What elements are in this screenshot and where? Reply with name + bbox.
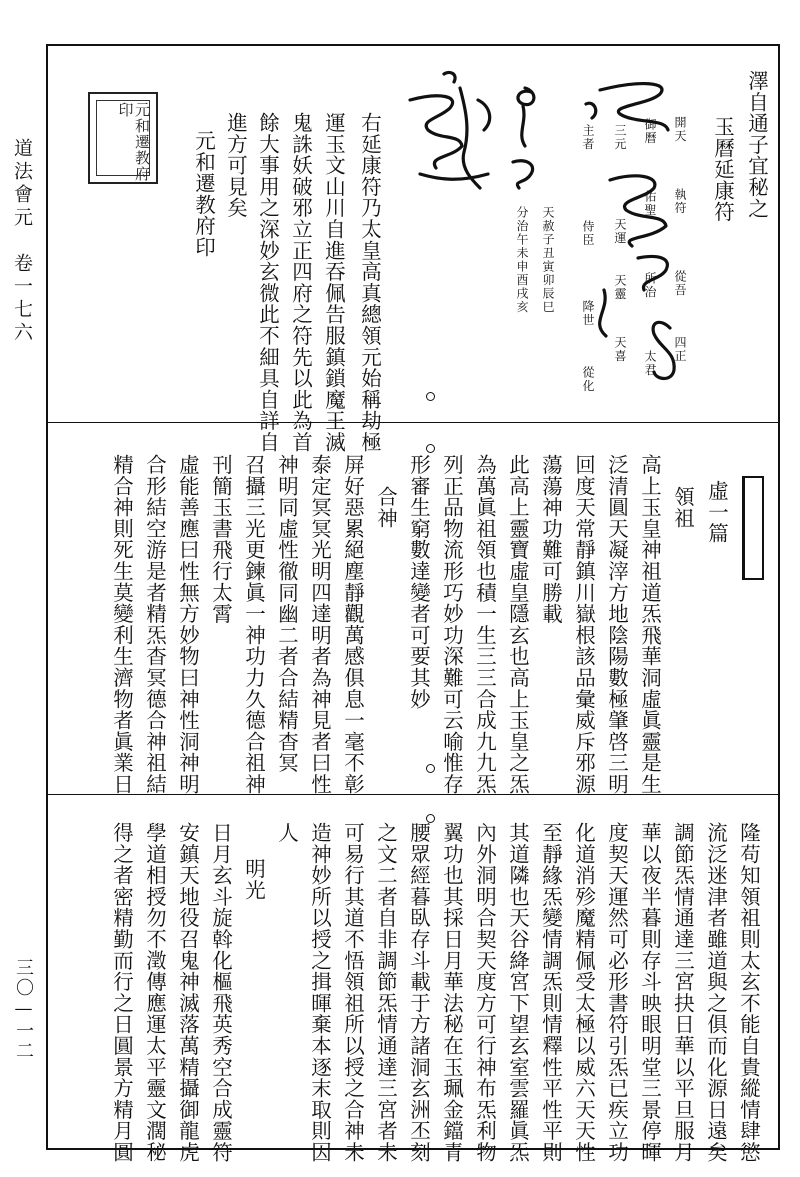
text-line: 其道隣也天谷絳宮下望玄室雲羅眞炁: [505, 822, 530, 1163]
small-glyph: [505, 82, 545, 192]
text-line: 安鎮天地役召鬼神滅落萬精攝御龍虎: [175, 822, 200, 1163]
text-line: 學道相授勿不澂傳應運太平靈文濶秘: [142, 822, 167, 1163]
chapter-title: 虛一篇: [704, 480, 729, 544]
seal-script-glyph: [400, 70, 500, 200]
inscription: 御曆: [643, 118, 657, 145]
text-line: 隆苟知領祖則太玄不能自貴縱情肆慾: [736, 822, 761, 1163]
circle-mark: [426, 814, 435, 823]
text-line: 神明同虛性徹同幽二者合結精杳冥: [274, 454, 299, 774]
text-line: 之文二者自非調節炁情通達三宮者未: [373, 822, 398, 1163]
inscription: 三元: [613, 124, 627, 151]
chapter-box: [742, 476, 764, 580]
text-line: 人: [274, 822, 299, 844]
text-line: 運玉文山川自進吞佩告服鎮鎖魔王滅: [321, 112, 346, 453]
text-line: 精合神則死生莫變利生濟物者眞業日: [109, 454, 134, 795]
text-line: 至靜緣炁變情調炁則情釋性平性平則: [538, 822, 563, 1163]
inscription: 天靈: [613, 274, 627, 301]
seal-text: 元和遷教府印: [116, 102, 151, 182]
text-line: 造神妙所以授之揖暉棄本逐末取則因: [307, 822, 332, 1163]
inscription: 執符: [673, 188, 687, 215]
text-line: 鬼誅妖破邪立正四府之符先以此為首: [288, 112, 313, 453]
inscription: 降世: [581, 300, 595, 327]
text-line: 屏好惡累絕塵靜觀萬感俱息一毫不彰: [340, 454, 365, 795]
book-title: 道法會元 卷一七六: [11, 138, 33, 345]
top-heading: 澤自通子宜秘之: [744, 70, 769, 220]
inscription: 主者: [581, 124, 595, 151]
inscription: 侍臣: [581, 220, 595, 247]
official-seal: [88, 92, 158, 184]
subheading: 明光: [241, 858, 266, 901]
text-line: 化道消殄魔精佩受太極以威六天天性: [571, 822, 596, 1163]
text-line: 腰眾經暮臥存斗載于方諸洞玄洲丕刻: [406, 822, 431, 1163]
text-line: 此高上靈寶虛皇隱玄也高上玉皇之炁: [505, 454, 530, 795]
text-line: 虛能善應曰性無方妙物曰神性洞神明: [175, 454, 200, 795]
text-line: 為萬眞祖領也積一生三三合成九九炁: [472, 454, 497, 795]
text-line: 召攝三光更鍊眞一神功力久德合祖神: [241, 454, 266, 795]
section-divider-upper: [48, 422, 778, 423]
circle-mark: [426, 392, 435, 401]
text-line: 右延康符乃太皇高真總領元始稱劫極: [357, 112, 382, 453]
text-line: 進方可見矣: [223, 112, 248, 219]
closing-line: 元和遷教府印: [191, 130, 216, 258]
text-line: 合形結空游是者精炁杳冥德合神祖結: [142, 454, 167, 795]
text-line: 翼功也其採日月華法秘在玉珮金鐺青: [439, 822, 464, 1163]
text-line: 蕩蕩神功難可勝載: [538, 454, 563, 625]
text-line: 度契天運然可必形書符引炁已疾立功: [604, 822, 629, 1163]
text-line: 刊簡玉書飛行太霄: [208, 454, 233, 625]
text-line: 得之者密精勤而行之日圓景方精月圓: [109, 822, 134, 1163]
text-line: 調節炁情通達三宮抉日華以平旦服月: [670, 822, 695, 1163]
cyclical-line: 分治午未申酉戌亥: [515, 206, 529, 314]
text-line: 泛清圓天凝滓方地陰陽數極肇啓三明: [604, 454, 629, 795]
inscription: 從吾: [673, 270, 687, 297]
text-line: 流泛迷津者雖道與之俱而化源日遠矣: [703, 822, 728, 1163]
text-line: 華以夜半暮則存斗映眼明堂三景停暉: [637, 822, 662, 1163]
text-line: 回度天常靜鎮川嶽根該品彙威斥邪源: [571, 454, 596, 795]
inscription: 天喜: [613, 336, 627, 363]
inscription: 佑聖: [643, 190, 657, 217]
text-line: 可易行其道不悟領祖所以授之合神未: [340, 822, 365, 1163]
inscription: 從化: [581, 366, 595, 393]
text-line: 形審生窮數達變者可要其妙: [406, 454, 431, 710]
text-line: 日月玄斗旋斡化樞飛英秀空合成靈符: [208, 822, 233, 1163]
talisman-label: 玉曆延康符: [710, 116, 735, 223]
subheading: 領祖: [670, 486, 695, 529]
inscription: 天運: [613, 218, 627, 245]
cyclical-line: 天赦子丑寅卯辰巳: [541, 206, 555, 314]
inscription: 所治: [643, 272, 657, 299]
inscription: 四正: [673, 336, 687, 363]
text-line: 餘大事用之深妙玄微此不細具自詳自: [255, 112, 280, 453]
inscription: 開天: [673, 116, 687, 143]
circle-mark: [426, 764, 435, 773]
text-line: 內外洞明合契天度方可行神布炁利物: [472, 822, 497, 1163]
text-line: 高上玉皇神祖道炁飛華洞虛眞靈是生: [637, 454, 662, 795]
circle-mark: [426, 444, 435, 453]
text-line: 泰定冥冥光明四達明者為神見者曰性: [307, 454, 332, 795]
inscription: 太君: [643, 350, 657, 377]
subheading: 合神: [373, 486, 398, 529]
text-line: 列正品物流形巧妙功深難可云喻惟存: [439, 454, 464, 795]
page-number: 三〇—一二: [13, 958, 34, 1061]
